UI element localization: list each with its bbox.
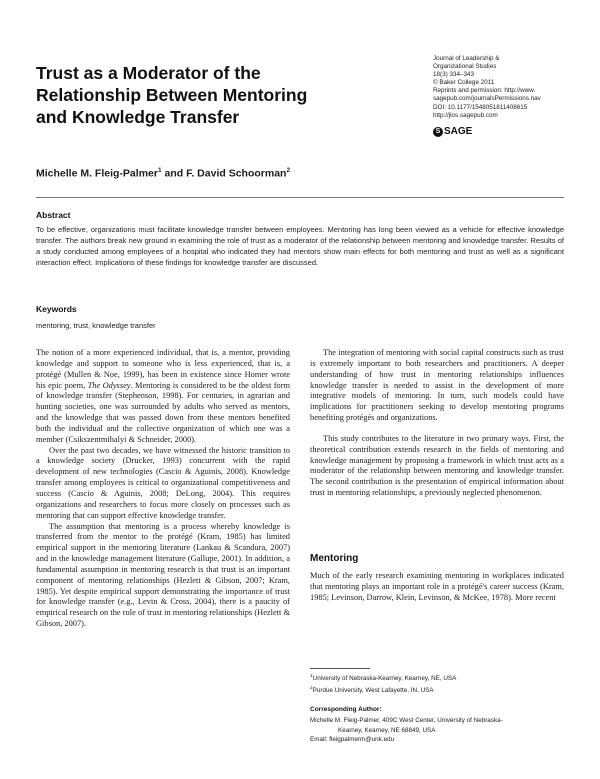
affiliation-marker: 1 — [157, 167, 162, 174]
footnote-marker: 2 — [310, 685, 313, 691]
footnote-marker: 1 — [310, 674, 313, 679]
author-name: Michelle M. Fleig-Palmer — [36, 167, 158, 180]
body-column-right-continued — [310, 571, 564, 604]
journal-info-line: Reprints and permission: http://www. — [433, 87, 536, 95]
text-run: . Mentoring is considered to be the oldest form of knowledge transfer (Stephenson, 1998). For centuries, in agrarian and hunting societies, one was surrounded by adults who served as mentors, and the knowledge that was passed down from these mentors benefited both the individual and the collective organization of which one was a member (Csikszentmihalyi & Schneider, 2000). — [36, 380, 290, 444]
abstract-text: To be effective, organizations must facilitate knowledge transfer between employees. Mentoring has long been viewed as a vehicle for effective knowledge transfer. The authors break new ground in examining the role of trust as a moderator of the relationship between mentoring and knowledge transfer. Results of a study conducted among employees of a hospital who indicated they had mentors show main effects for both mentoring and trust as well as a significant interaction effect. Implications of these findings for knowledge transfer are discussed. — [36, 225, 564, 267]
correspondence-line: Michelle M. Fleig-Palmer, 409C West Center, University of Nebraska- — [310, 717, 503, 724]
corresponding-author-heading: Corresponding Author: — [310, 706, 382, 713]
footnote — [310, 684, 570, 696]
journal-info-line: sagepub.com/journalsPermissions.nav — [433, 95, 541, 103]
italic-title: The Odyssey — [87, 380, 131, 390]
journal-info-line: Organizational Studies — [433, 63, 497, 71]
title-line: Relationship Between Mentoring — [36, 85, 308, 105]
correspondence-email: Email: fleigpalmerm@unk.edu — [310, 736, 395, 743]
body-column-left — [36, 348, 290, 630]
text-run: The notion of a more experienced individual, that is, a mentor, providing knowledge and support to someone who is less experienced, that is, a protégé (Mullen & Noe, 1999), has been in existence since Homer wrote his epic poem, — [36, 348, 290, 390]
footnote-divider — [310, 668, 370, 669]
title-line: Trust as a Moderator of the — [36, 63, 261, 83]
affiliation-marker: 2 — [286, 167, 291, 174]
keywords-text: mentoring, trust, knowledge transfer — [36, 321, 156, 330]
journal-info-line: © Baker College 2011 — [433, 79, 495, 87]
article-title — [36, 62, 396, 128]
header-divider — [36, 197, 564, 198]
author-list — [36, 164, 556, 181]
affiliation-footnotes — [310, 672, 570, 695]
author-name: F. David Schoorman — [186, 167, 287, 180]
journal-info-line: Journal of Leadership & — [433, 55, 500, 62]
sage-logo — [433, 126, 472, 137]
body-paragraph: The integration of mentoring with social capital constructs such as trust is extremely important to both researchers and practitioners. A deeper understanding of how trust in mentoring relationships influences knowledge transfer is needed to assist in the development of more integrative models of mentoring. In turn, such models could have implications for practitioners seeking to develop mentoring programs benefiting protégés and organizations. — [310, 348, 564, 423]
journal-info-line: DOI: 10.1177/1548051811408615 — [433, 103, 528, 111]
body-paragraph: Much of the early research examining mentoring in workplaces indicated that mentoring plays an important role in a protégé's career success (Kram, 1985; Levinson, Darrow, Klein, Levinson, & McKee, 1978). More recent — [310, 571, 564, 602]
journal-info-line: 18(3) 334–343 — [433, 71, 474, 79]
body-paragraph — [36, 348, 290, 446]
footnote — [310, 672, 570, 684]
body-paragraph: The assumption that mentoring is a process whereby knowledge is transferred from the mentor to the protégé (Kram, 1985) has limited empirical support in the mentoring literature (Lankau & Scandura, 2007) and in the knowledge management literature (Gallupe, 2001). In addition, a fundamental assumption in mentoring research is that trust is an important component of mentoring relationships (Hezlett & Gibson, 2007; Kram, 1985). Yet despite empirical support demonstrating the importance of trust for knowledge transfer (e.g., Levin & Cross, 2004), there is a paucity of empirical research on the role of trust in mentoring relationships (Hezlett & Gibson, 2007). — [36, 521, 290, 629]
body-column-right — [310, 348, 564, 499]
journal-info — [433, 55, 583, 120]
sage-logo-text: SAGE — [444, 126, 473, 137]
footnote-text: Purdue University, West Lafayette, IN, USA — [312, 686, 434, 694]
correspondence-line: Kearney, Kearney, NE 68849, USA — [338, 726, 436, 734]
body-paragraph: This study contributes to the literature in two primary ways. First, the theoretical contribution extends research in the fields of mentoring and knowledge management by proposing a framework in which trust acts as a moderator of the relationship between mentoring and knowledge transfer. The second contribution is the presentation of empirical information about trust in mentoring relationships, a previously neglected phenomenon. — [310, 433, 564, 498]
section-heading-mentoring: Mentoring — [310, 553, 359, 564]
author-joiner: and — [161, 167, 187, 180]
corresponding-author-details — [310, 716, 570, 745]
abstract-heading: Abstract — [36, 210, 71, 220]
journal-info-line: http://jlos.sagepub.com — [433, 111, 498, 119]
sage-logo-icon: S — [433, 127, 443, 137]
title-line: and Knowledge Transfer — [36, 107, 240, 127]
keywords-heading: Keywords — [36, 304, 77, 314]
body-paragraph: Over the past two decades, we have witnessed the historic transition to a knowledge society (Drucker, 1993) concurrent with the rapid development of new technologies (Cascio & Aguinis, 2008). Knowledge transfer among employees is critical to organizational competitiveness and success (Cascio & Aguinis, 2008; DeLong, 2004). This requires organizations and researchers to focus more closely on processes such as mentoring that can support effective knowledge transfer. — [36, 445, 290, 520]
footnote-text: University of Nebraska-Kearney, Kearney, NE, USA — [312, 675, 457, 683]
